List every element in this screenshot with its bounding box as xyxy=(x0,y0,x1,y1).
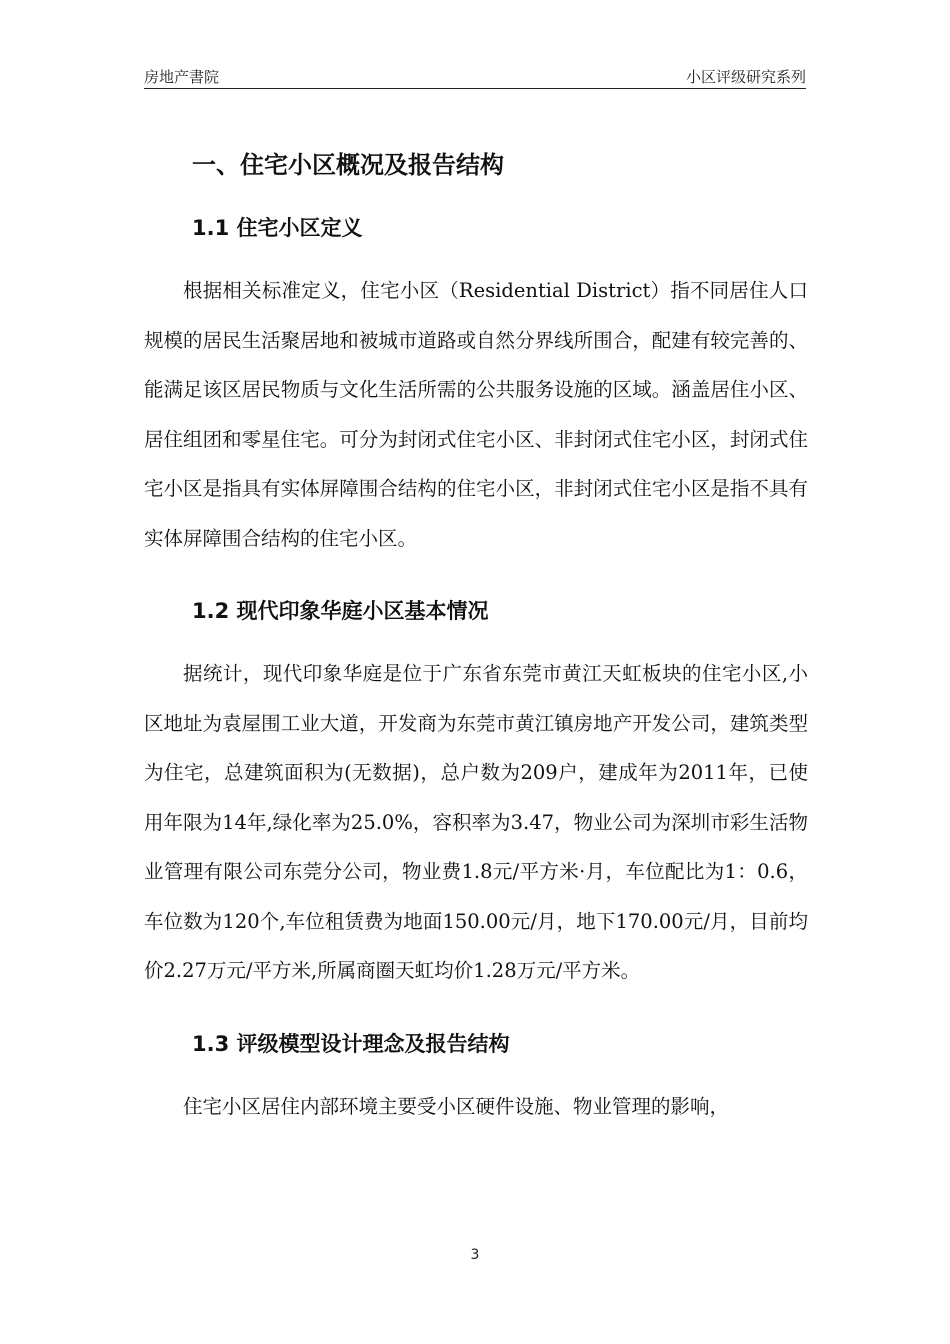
header-publisher: 房地产書院 xyxy=(144,68,220,86)
paragraph-model-design: 住宅小区居住内部环境主要受小区硬件设施、物业管理的影响， xyxy=(183,1094,730,1118)
paragraph-basic-info: 据统计，现代印象华庭是位于广东省东莞市黄江天虹板块的住宅小区,小区地址为袁屋围工业大道，开发商为东莞市黄江镇房地产开发公司，建筑类型为住宅，总建筑面积为(无数据)，总户数为209户，建成年为2011年，已使用年限为14年,绿化率为25.0%，容积率为3.47，物业公司为深圳市彩生活物业管理有限公司东莞分公司，物业费1.8元/平方米·月，车位配比为1：0.6，车位数为120个,车位租赁费为地面150.00元/月，地下170.00元/月，目前均价2.27万元/平方米,所属商圈天虹均价1.28万元/平方米。 xyxy=(144,662,808,982)
section-title: 一、住宅小区概况及报告结构 xyxy=(192,151,504,179)
subsection-title-1-2: 1.2 现代印象华庭小区基本情况 xyxy=(192,599,489,623)
subsection-title-1-3: 1.3 评级模型设计理念及报告结构 xyxy=(192,1031,510,1056)
header-series-title: 小区评级研究系列 xyxy=(685,68,806,86)
paragraph-definition: 根据相关标准定义，住宅小区（Residential District）指不同居住人口规模的居民生活聚居地和被城市道路或自然分界线所围合，配建有较完善的、能满足该区居民物质与文化生活所需的公共服务设施的区域。涵盖居住小区、居住组团和零星住宅。可分为封闭式住宅小区、非封闭式住宅小区，封闭式住宅小区是指具有实体屏障围合结构的住宅小区，非封闭式住宅小区是指不具有实体屏障围合结构的住宅小区。 xyxy=(144,279,808,550)
page-number: 3 xyxy=(470,1247,480,1263)
page-content xyxy=(144,140,808,1147)
page-header xyxy=(144,66,806,89)
subsection-title-1-1: 1.1 住宅小区定义 xyxy=(192,216,363,240)
